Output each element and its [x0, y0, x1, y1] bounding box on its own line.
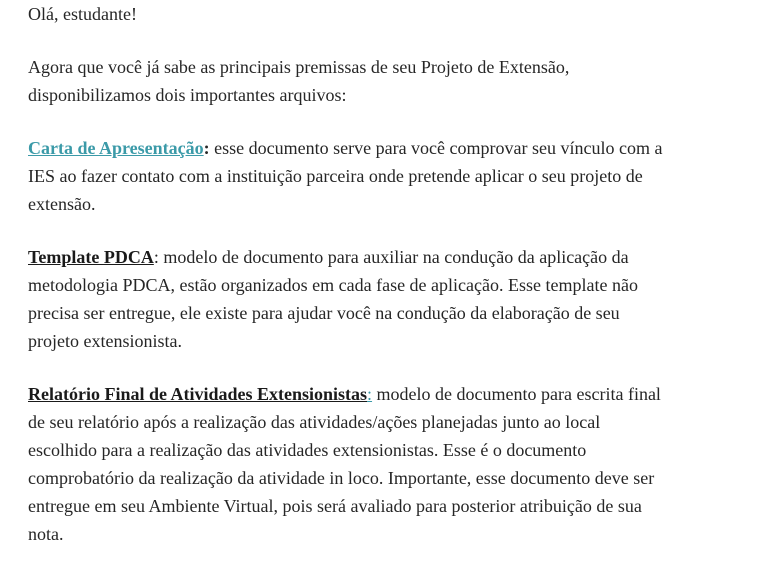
template-colon: :: [153, 247, 159, 267]
relatorio-line-2: de seu relatório após a realização das atividades/ações planejadas junto ao local: [28, 412, 601, 432]
template-paragraph: [28, 243, 744, 355]
carta-line-2: IES ao fazer contato com a instituição parceira onde pretende aplicar o seu projeto de: [28, 166, 643, 186]
template-line-3: precisa ser entregue, ele existe para ajudar você na condução da elaboração de seu: [28, 303, 620, 323]
carta-de-apresentacao-link[interactable]: Carta de Apresentação: [28, 138, 204, 158]
carta-line-1-text: esse documento serve para você comprovar seu vínculo com a: [209, 138, 663, 158]
intro-line-2: disponibilizamos dois importantes arquivos:: [28, 85, 347, 105]
greeting-paragraph: [28, 0, 744, 28]
relatorio-line-4: comprobatório da realização da atividade in loco. Importante, esse documento deve ser: [28, 468, 655, 488]
relatorio-line-5: entregue em seu Ambiente Virtual, pois será avaliado para posterior atribuição de sua: [28, 496, 642, 516]
template-line-4: projeto extensionista.: [28, 331, 182, 351]
greeting-text: Olá, estudante!: [28, 4, 137, 24]
carta-line-3: extensão.: [28, 194, 96, 214]
intro-line-1: Agora que você já sabe as principais premissas de seu Projeto de Extensão,: [28, 57, 570, 77]
relatorio-paragraph: [28, 380, 744, 548]
relatorio-colon: :: [367, 384, 373, 404]
relatorio-final-link[interactable]: Relatório Final de Atividades Extensionistas: [28, 384, 368, 404]
carta-colon: :: [203, 138, 210, 158]
template-line-2: metodologia PDCA, estão organizados em cada fase de aplicação. Esse template não: [28, 275, 638, 295]
relatorio-line-1-text: modelo de documento para escrita final: [372, 384, 661, 404]
template-pdca-link[interactable]: Template PDCA: [28, 247, 154, 267]
template-line-1: [28, 243, 744, 271]
carta-line-1: [28, 134, 744, 162]
message-body: [28, 0, 744, 573]
relatorio-line-6: nota.: [28, 524, 64, 544]
carta-paragraph: [28, 134, 744, 218]
intro-paragraph: [28, 53, 744, 109]
template-line-1-text: modelo de documento para auxiliar na condução da aplicação da: [158, 247, 629, 267]
relatorio-line-1: [28, 380, 744, 408]
relatorio-line-3: escolhido para a realização das atividades extensionistas. Esse é o documento: [28, 440, 587, 460]
